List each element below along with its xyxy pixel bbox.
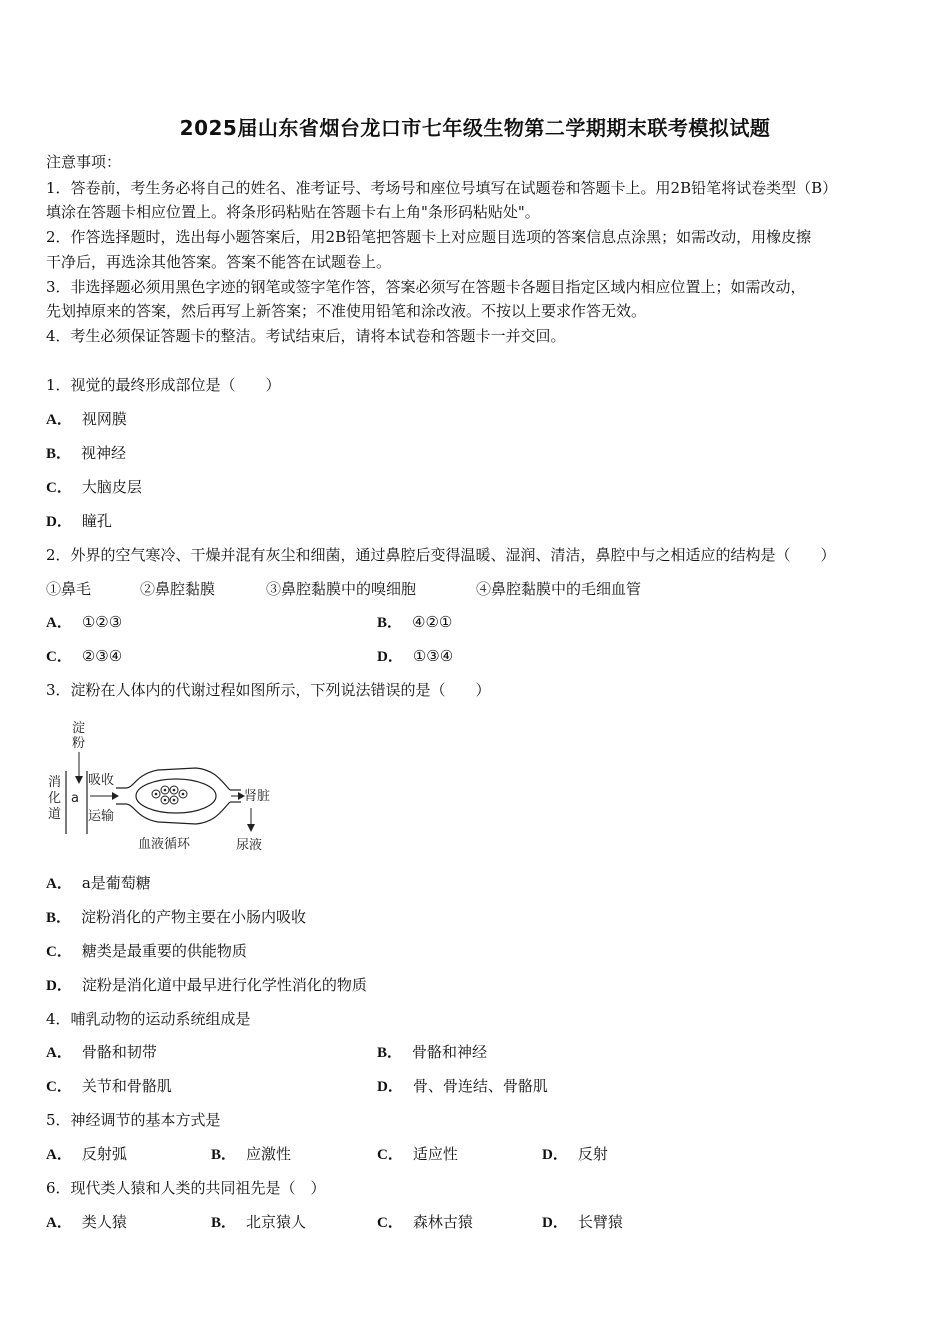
option-letter: B．	[211, 1215, 237, 1231]
option-letter: C．	[377, 1147, 403, 1163]
statement-item: ②鼻腔黏膜	[140, 580, 216, 598]
question-2-stem: 2．外界的空气寒冷、干燥并混有灰尘和细菌，通过鼻腔后变得温暖、湿润、清洁，鼻腔中与之相适应的结构是（ ）	[46, 546, 836, 564]
option[interactable]	[377, 612, 452, 633]
option[interactable]	[211, 1212, 306, 1233]
option-text: 长臂猿	[577, 1213, 623, 1231]
option-text: 骨、骨连结、骨骼肌	[412, 1077, 548, 1095]
option-letter: D．	[46, 978, 72, 994]
option[interactable]	[377, 1144, 458, 1165]
label-tract-3: 道	[48, 807, 62, 822]
option-letter: B．	[377, 615, 403, 631]
option-text: 类人猿	[81, 1213, 127, 1231]
option-letter: D．	[542, 1147, 568, 1163]
option-text: 骨骼和神经	[412, 1043, 488, 1061]
question-5-stem: 5．神经调节的基本方式是	[46, 1111, 221, 1129]
option-text: 瞳孔	[81, 512, 112, 530]
statement-item: ①鼻毛	[46, 580, 92, 598]
option[interactable]	[46, 477, 142, 498]
option-letter: B．	[46, 446, 72, 462]
blood-cells	[152, 786, 187, 804]
absorb-arrow-head	[112, 792, 119, 800]
label-urine: 尿液	[236, 838, 263, 853]
option-text: a是葡萄糖	[81, 874, 151, 892]
option-text: 淀粉是消化道中最早进行化学性消化的物质	[81, 976, 367, 994]
option-text: ②③④	[81, 647, 123, 665]
urine-arrow-head	[247, 824, 255, 832]
notice-line: 2．作答选择题时，选出每小题答案后，用2B铅笔把答题卡上对应题目选项的答案信息点涂黑；如需改动，用橡皮擦	[46, 228, 812, 246]
option[interactable]	[46, 907, 306, 928]
option-text: 北京猿人	[246, 1213, 307, 1231]
option-text: 淀粉消化的产物主要在小肠内吸收	[81, 908, 307, 926]
notice-heading: 注意事项：	[46, 153, 122, 171]
option[interactable]	[377, 1076, 548, 1097]
option[interactable]	[46, 941, 247, 962]
option-letter: C．	[46, 480, 72, 496]
option-letter: C．	[377, 1215, 403, 1231]
label-tract-1: 消	[48, 775, 62, 790]
option[interactable]	[46, 1042, 157, 1063]
option-letter: C．	[46, 1079, 72, 1095]
option[interactable]	[46, 873, 151, 894]
page-title: 2025届山东省烟台龙口市七年级生物第二学期期末联考模拟试题	[179, 116, 771, 140]
question-1-stem: 1．视觉的最终形成部位是（ ）	[46, 376, 281, 394]
blood-cell-nuclei	[155, 789, 185, 802]
option-letter: A．	[46, 1045, 72, 1061]
starch-arrow-head	[75, 776, 83, 784]
option[interactable]	[46, 511, 112, 532]
option-text: 大脑皮层	[81, 478, 142, 496]
option[interactable]	[377, 1042, 487, 1063]
option-text: 应激性	[246, 1145, 292, 1163]
option-letter: C．	[46, 649, 72, 665]
option[interactable]	[542, 1144, 608, 1165]
option[interactable]	[46, 409, 127, 430]
option-text: 反射	[577, 1145, 608, 1163]
notice-line: 1．答卷前，考生务必将自己的姓名、准考证号、考场号和座位号填写在试题卷和答题卡上。用2B铅笔将试卷类型（B）	[46, 179, 838, 197]
option-text: 糖类是最重要的供能物质	[81, 942, 247, 960]
option-letter: D．	[46, 514, 72, 530]
option-letter: A．	[46, 1215, 72, 1231]
option-text: 骨骼和韧带	[81, 1043, 157, 1061]
option-text: 森林古猿	[412, 1213, 473, 1231]
label-starch-2: 粉	[72, 736, 86, 751]
option-letter: B．	[46, 910, 72, 926]
label-absorb: 吸收	[88, 773, 115, 788]
label-starch-1: 淀	[72, 721, 86, 736]
option[interactable]	[46, 1076, 172, 1097]
option-letter: A．	[46, 412, 72, 428]
option[interactable]	[46, 1144, 127, 1165]
option[interactable]	[542, 1212, 623, 1233]
option-letter: D．	[542, 1215, 568, 1231]
option[interactable]	[46, 1212, 127, 1233]
option[interactable]	[377, 1212, 473, 1233]
option-text: 适应性	[412, 1145, 458, 1163]
option-text: ④②①	[412, 613, 453, 631]
option-letter: D．	[377, 1079, 403, 1095]
option-letter: A．	[46, 1147, 72, 1163]
question-6-stem: 6．现代类人猿和人类的共同祖先是（ ）	[46, 1179, 326, 1197]
option-letter: D．	[377, 649, 403, 665]
statement-item: ④鼻腔黏膜中的毛细血管	[476, 580, 642, 598]
label-kidney: 肾脏	[244, 789, 271, 804]
option-text: ①③④	[412, 647, 454, 665]
option-text: 反射弧	[81, 1145, 127, 1163]
question-4-stem: 4．哺乳动物的运动系统组成是	[46, 1010, 251, 1028]
option[interactable]	[46, 443, 126, 464]
label-transport: 运输	[88, 809, 115, 824]
notice-line: 填涂在答题卡相应位置上。将条形码粘贴在答题卡右上角"条形码粘贴处"。	[46, 203, 540, 221]
option[interactable]	[377, 646, 453, 667]
option[interactable]	[211, 1144, 291, 1165]
option-text: 视神经	[81, 444, 127, 462]
option-letter: B．	[211, 1147, 237, 1163]
question-3-stem: 3．淀粉在人体内的代谢过程如图所示，下列说法错误的是（ ）	[46, 681, 491, 699]
label-tract-2: 化	[48, 791, 62, 806]
option-text: 视网膜	[81, 410, 127, 428]
statement-item: ③鼻腔黏膜中的嗅细胞	[266, 580, 417, 598]
option-text: 关节和骨骼肌	[81, 1077, 172, 1095]
notice-line: 干净后，再选涂其他答案。答案不能答在试题卷上。	[46, 253, 392, 271]
option[interactable]	[46, 612, 122, 633]
option[interactable]	[46, 975, 367, 996]
notice-line: 3．非选择题必须用黑色字迹的钢笔或签字笔作答，答案必须写在答题卡各题目指定区域内相应位置上；如需改动，	[46, 278, 806, 296]
notice-line: 4．考生必须保证答题卡的整洁。考试结束后，请将本试卷和答题卡一并交回。	[46, 327, 566, 345]
option-text: ①②③	[81, 613, 123, 631]
option-letter: A．	[46, 876, 72, 892]
option[interactable]	[46, 646, 122, 667]
label-blood-circulation: 血液循环	[138, 837, 191, 852]
label-a: a	[71, 791, 79, 806]
option-letter: B．	[377, 1045, 403, 1061]
option-letter: C．	[46, 944, 72, 960]
option-letter: A．	[46, 615, 72, 631]
starch-metabolism-diagram	[46, 716, 286, 856]
notice-line: 先划掉原来的答案，然后再写上新答案；不准使用铅笔和涂改液。不按以上要求作答无效。	[46, 302, 647, 320]
